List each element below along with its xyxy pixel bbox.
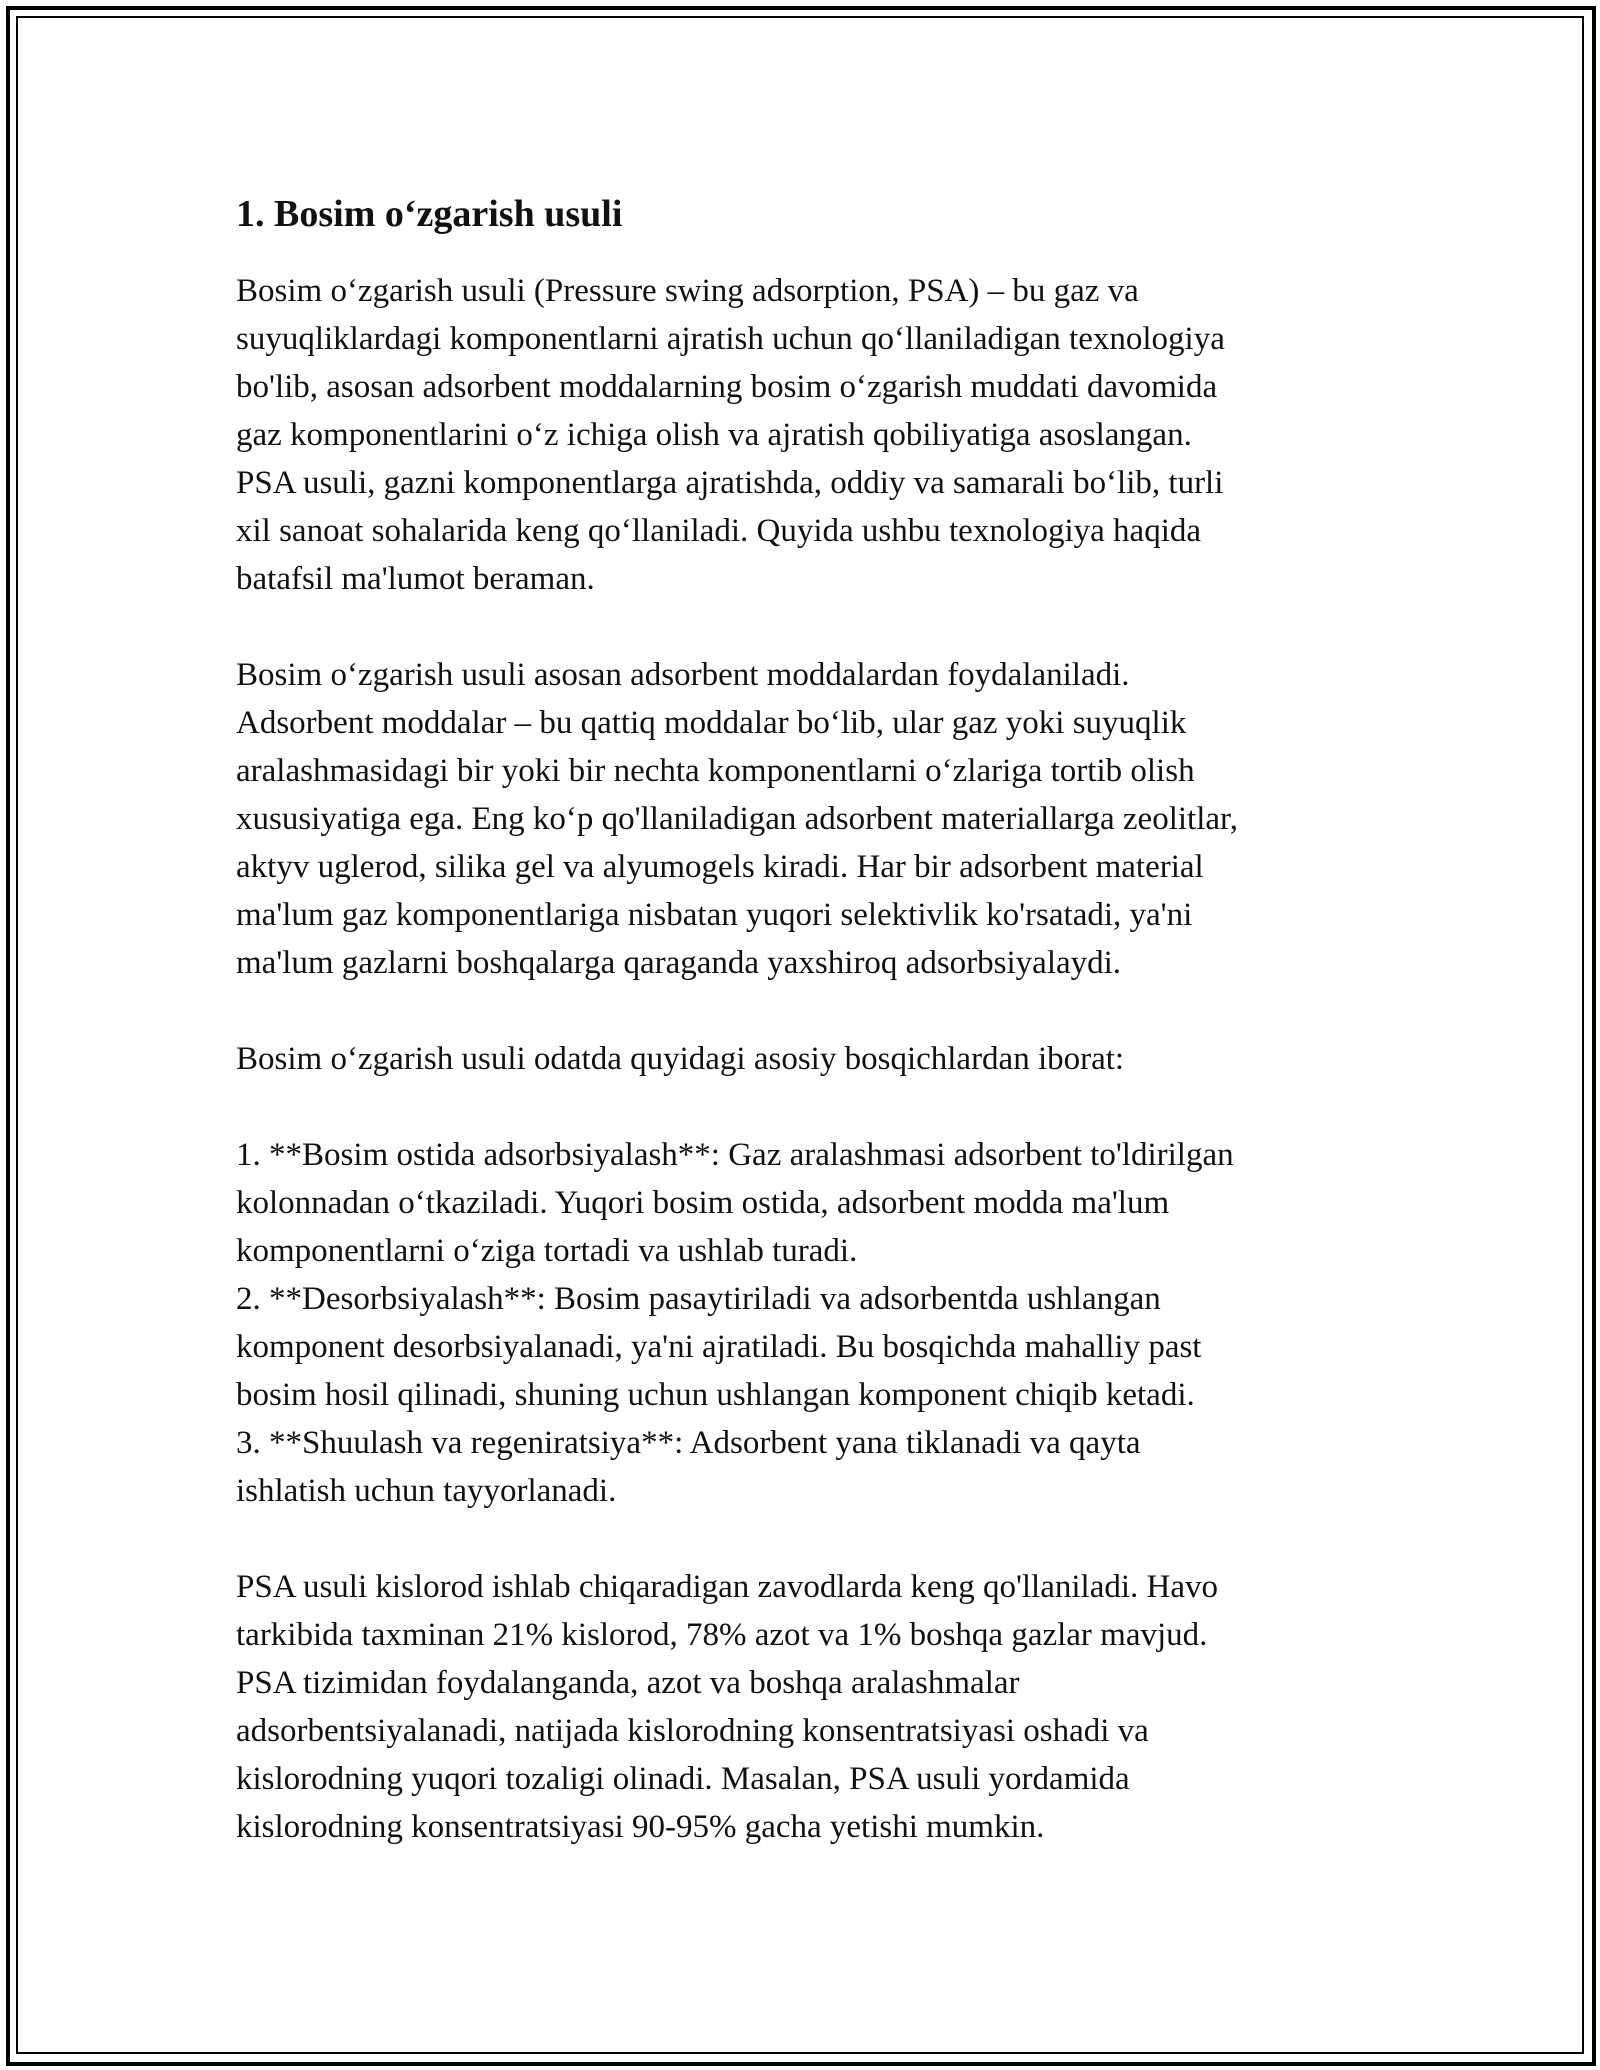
- section-heading: 1. Bosim oʻzgarish usuli: [236, 193, 623, 235]
- text-line: gaz komponentlarini oʻz ichiga olish va ajratish qobiliyatiga asoslangan.: [236, 417, 1192, 453]
- paragraph-spacer: [236, 1515, 1376, 1563]
- text-line: PSA usuli, gazni komponentlarga ajratishda, oddiy va samarali boʻlib, turli: [236, 465, 1224, 501]
- text-line: xususiyatiga ega. Eng koʻp qo'llaniladigan adsorbent materiallarga zeolitlar,: [236, 801, 1238, 837]
- text-line: komponentlarni oʻziga tortadi va ushlab turadi.: [236, 1233, 858, 1269]
- document-body: [236, 188, 1376, 1851]
- text-line: suyuqliklardagi komponentlarni ajratish uchun qoʻllaniladigan texnologiya: [236, 321, 1225, 357]
- text-line: ma'lum gazlarni boshqalarga qaraganda yaxshiroq adsorbsiyalaydi.: [236, 945, 1122, 981]
- text-line: Bosim oʻzgarish usuli odatda quyidagi asosiy bosqichlardan iborat:: [236, 1041, 1125, 1077]
- paragraph-adsorbent-materials: [236, 651, 1376, 987]
- text-line: Adsorbent moddalar – bu qattiq moddalar boʻlib, ular gaz yoki suyuqlik: [236, 705, 1187, 741]
- text-line: 1. **Bosim ostida adsorbsiyalash**: Gaz aralashmasi adsorbent to'ldirilgan: [236, 1137, 1234, 1173]
- text-line: bosim hosil qilinadi, shuning uchun ushlangan komponent chiqib ketadi.: [236, 1377, 1195, 1413]
- paragraph-stages-intro: [236, 1035, 1376, 1083]
- text-line: kolonnadan oʻtkaziladi. Yuqori bosim ostida, adsorbent modda ma'lum: [236, 1185, 1170, 1221]
- text-line: xil sanoat sohalarida keng qoʻllaniladi. Quyida ushbu texnologiya haqida: [236, 513, 1202, 549]
- text-line: kislorodning yuqori tozaligi olinadi. Masalan, PSA usuli yordamida: [236, 1761, 1130, 1797]
- text-line: 3. **Shuulash va regeniratsiya**: Adsorbent yana tiklanadi va qayta: [236, 1425, 1141, 1461]
- text-line: 2. **Desorbsiyalash**: Bosim pasaytiriladi va adsorbentda ushlangan: [236, 1281, 1161, 1317]
- paragraph-spacer: [236, 1083, 1376, 1131]
- text-line: adsorbentsiyalanadi, natijada kislorodning konsentratsiyasi oshadi va: [236, 1713, 1149, 1749]
- text-line: komponent desorbsiyalanadi, ya'ni ajratiladi. Bu bosqichda mahalliy past: [236, 1329, 1202, 1365]
- text-line: kislorodning konsentratsiyasi 90-95% gacha yetishi mumkin.: [236, 1809, 1045, 1845]
- paragraph-spacer: [236, 603, 1376, 651]
- text-line: aralashmasidagi bir yoki bir nechta komponentlarni oʻzlariga tortib olish: [236, 753, 1195, 789]
- paragraph-psa-definition: [236, 267, 1376, 603]
- text-line: ishlatish uchun tayyorlanadi.: [236, 1473, 617, 1509]
- text-line: PSA tizimidan foydalanganda, azot va boshqa aralashmalar: [236, 1665, 1020, 1701]
- paragraph-oxygen-production: [236, 1563, 1376, 1851]
- text-line: aktyv uglerod, silika gel va alyumogels kiradi. Har bir adsorbent material: [236, 849, 1204, 885]
- text-line: ma'lum gaz komponentlariga nisbatan yuqori selektivlik ko'rsatadi, ya'ni: [236, 897, 1193, 933]
- text-line: bo'lib, asosan adsorbent moddalarning bosim oʻzgarish muddati davomida: [236, 369, 1218, 405]
- text-line: Bosim oʻzgarish usuli asosan adsorbent moddalardan foydalaniladi.: [236, 657, 1130, 693]
- paragraph-stages-list: [236, 1131, 1376, 1515]
- text-line: PSA usuli kislorod ishlab chiqaradigan zavodlarda keng qo'llaniladi. Havo: [236, 1569, 1219, 1605]
- text-line: tarkibida taxminan 21% kislorod, 78% azot va 1% boshqa gazlar mavjud.: [236, 1617, 1208, 1653]
- text-line: batafsil ma'lumot beraman.: [236, 561, 595, 597]
- text-line: Bosim oʻzgarish usuli (Pressure swing adsorption, PSA) – bu gaz va: [236, 273, 1139, 309]
- paragraph-spacer: [236, 987, 1376, 1035]
